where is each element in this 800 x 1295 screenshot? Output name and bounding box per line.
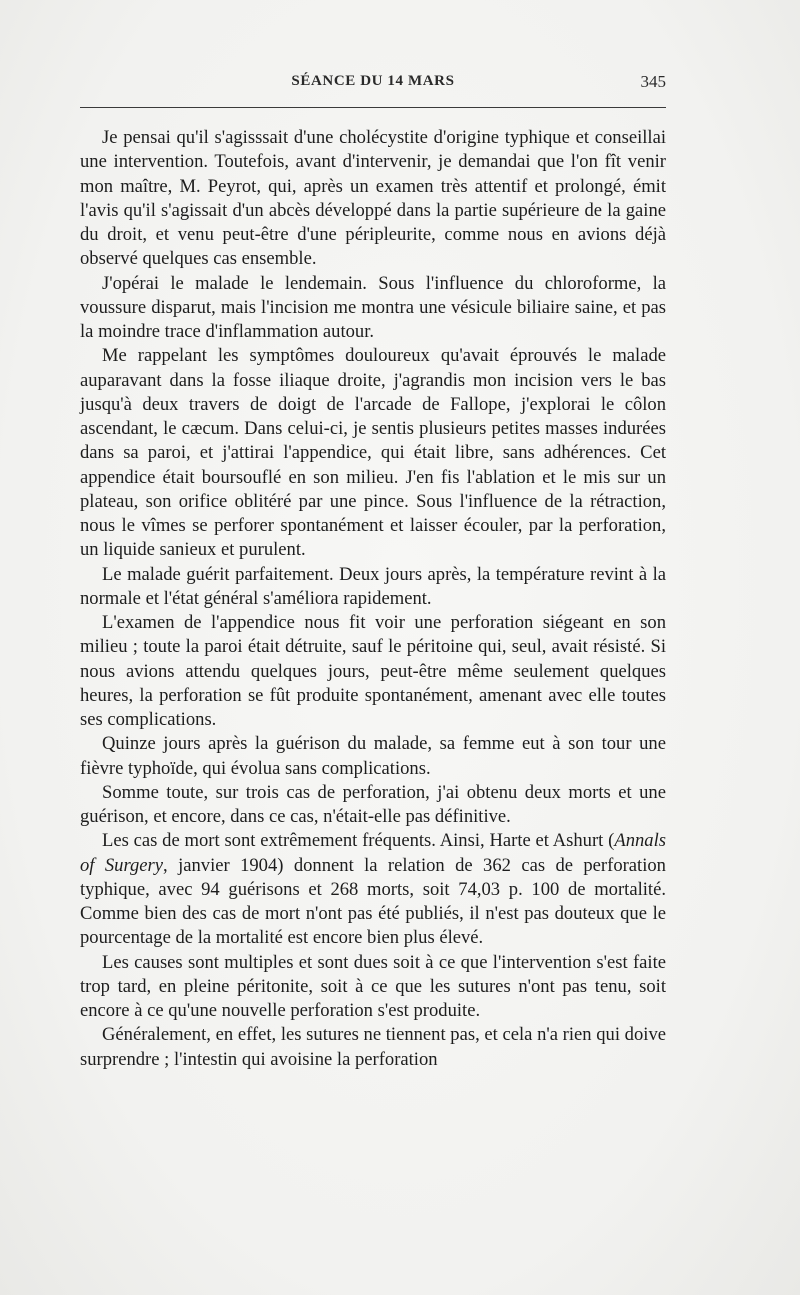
paragraph-8-text-before: Les cas de mort sont extrêmement fréquents. Ainsi, Harte et Ashurt ( (102, 830, 615, 852)
paragraph-4: Le malade guérit parfaitement. Deux jours après, la température revint à la normale et l'état général s'améliora rapidement. (80, 563, 666, 609)
page-header (80, 73, 666, 97)
paragraph-5: L'examen de l'appendice nous fit voir une perforation siégeant en son milieu ; toute la paroi était détruite, sauf le péritoine qui, seul, avait résisté. Si nous avions attendu quelques jours, peut-être même seulement quelques heures, la perforation se fût produite spontanément, amenant avec elle toutes ses complications. (80, 612, 666, 730)
paragraph-1: Je pensai qu'il s'agisssait d'une cholécystite d'origine typhique et conseillai une intervention. Toutefois, avant d'intervenir, je demandai que l'on fît venir mon maître, M. Peyrot, qui, après un examen très attentif et prolongé, émit l'avis qu'il s'agissait d'un abcès développé dans la partie supérieure de la gaine du droit, et venu peut-être d'une péripleurite, comme nous en avions déjà observé quelques cas ensemble. (80, 127, 666, 270)
paragraph-8-text-after: , janvier 1904) donnent la relation de 362 cas de perforation typhique, avec 94 guérisons et 268 morts, soit 74,03 p. 100 de mortalité. Comme bien des cas de mort n'ont pas été publiés, il n'est pas douteux que le pourcentage de la mortalité est encore bien plus élevé. (80, 854, 666, 949)
page-number: 345 (640, 72, 666, 91)
paragraph-8 (80, 829, 666, 950)
paragraph-9: Les causes sont multiples et sont dues soit à ce que l'intervention s'est faite trop tard, en pleine péritonite, soit à ce que les sutures n'ont pas tenu, soit encore à ce qu'une nouvelle perforation s'est produite. (80, 951, 666, 1021)
paragraph-6: Quinze jours après la guérison du malade, sa femme eut à son tour une fièvre typhoïde, qui évolua sans complications. (80, 733, 666, 779)
paragraph-10: Généralement, en effet, les sutures ne tiennent pas, et cela n'a rien qui doive surprendre ; l'intestin qui avoisine la perforation (80, 1024, 666, 1070)
paragraph-3: Me rappelant les symptômes douloureux qu'avait éprouvés le malade auparavant dans la fosse iliaque droite, j'agrandis mon incision vers le bas jusqu'à deux travers de doigt de l'arcade de Fallope, j'explorai le côlon ascendant, le cæcum. Dans celui-ci, je sentis plusieurs petites masses indurées dans sa paroi, et j'attirai l'appendice, qui était libre, sans adhérences. Cet appendice était boursouflé en son milieu. J'en fis l'ablation et le mis sur un plateau, son orifice oblitéré par une pince. Sous l'influence de la rétraction, nous le vîmes se perforer spontanément et laisser écouler, par la perforation, un liquide sanieux et purulent. (80, 345, 666, 561)
body-text (80, 126, 666, 1072)
paragraph-2: J'opérai le malade le lendemain. Sous l'influence du chloroforme, la voussure disparut, mais l'incision me montra une vésicule biliaire saine, et pas la moindre trace d'inflammation autour. (80, 272, 666, 342)
running-title: SÉANCE DU 14 MARS (291, 73, 455, 89)
journal-title-italic: Annals of Surgery (80, 830, 666, 876)
paragraph-7: Somme toute, sur trois cas de perforation, j'ai obtenu deux morts et une guérison, et encore, dans ce cas, n'était-elle pas définitive. (80, 781, 666, 827)
header-rule (80, 107, 666, 108)
